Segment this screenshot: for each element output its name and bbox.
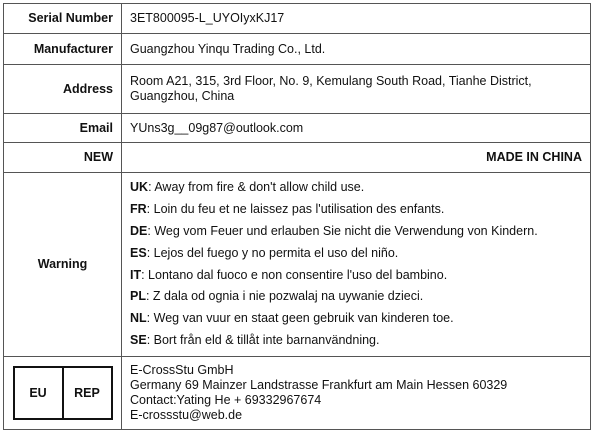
warning-text: : Weg van vuur en staat geen gebruik van kinderen toe. <box>146 311 454 326</box>
eu-rep-info <box>122 357 591 430</box>
warning-code: SE <box>130 332 147 347</box>
warning-text: : Loin du feu et ne laissez pas l'utilisation des enfants. <box>146 202 445 217</box>
eu-rep-symbol-cell <box>4 357 122 430</box>
eu-rep-symbol-eu: EU <box>29 385 47 400</box>
warning-code: ES <box>130 245 147 260</box>
manufacturer-row <box>4 34 591 65</box>
address-line-2: Guangzhou, China <box>130 89 235 103</box>
email-label: Email <box>4 114 122 143</box>
email-row <box>4 114 591 143</box>
warning-row <box>4 173 591 357</box>
warning-text: : Z dala od ognia i nie pozwalaj na uywanie dzieci. <box>145 289 424 304</box>
warning-item-es <box>130 243 582 265</box>
new-row <box>4 143 591 173</box>
warning-item-de <box>130 221 582 243</box>
serial-number-label: Serial Number <box>4 4 122 34</box>
address-label: Address <box>4 65 122 114</box>
warning-code: FR <box>130 202 147 217</box>
manufacturer-label: Manufacturer <box>4 34 122 65</box>
address-line-1: Room A21, 315, 3rd Floor, No. 9, Kemulang South Road, Tianhe District, <box>130 74 532 88</box>
warning-item-se <box>130 330 582 352</box>
product-info-table <box>3 3 591 430</box>
warning-item-pl <box>130 286 582 308</box>
warning-item-fr <box>130 199 582 221</box>
made-in-china-text: MADE IN CHINA <box>122 143 591 173</box>
warning-label: Warning <box>4 173 122 357</box>
address-row <box>4 65 591 114</box>
warning-item-it <box>130 265 582 287</box>
serial-number-value: 3ET800095-L_UYOIyxKJ17 <box>122 4 591 34</box>
warning-text: : Away from fire & don't allow child use. <box>148 180 365 195</box>
warning-text: : Weg vom Feuer und erlauben Sie nicht die Verwendung von Kindern. <box>147 223 538 238</box>
warning-text: : Lejos del fuego y no permita el uso del niño. <box>146 245 399 260</box>
warning-text: : Bort från eld & tillåt inte barnanvändning. <box>146 332 380 347</box>
warning-code: NL <box>130 311 147 326</box>
email-value: YUns3g__09g87@outlook.com <box>122 114 591 143</box>
warning-list <box>122 173 591 357</box>
warning-item-nl <box>130 308 582 330</box>
warning-item-uk <box>130 177 582 199</box>
eu-rep-symbol <box>13 366 113 420</box>
eu-rep-symbol-rep: REP <box>62 368 111 418</box>
warning-code: DE <box>130 223 148 238</box>
eu-rep-company: E-CrossStu GmbH <box>130 363 234 377</box>
warning-code: UK <box>130 180 149 195</box>
warning-text: : Lontano dal fuoco e non consentire l'uso del bambino. <box>141 267 448 282</box>
eu-rep-email: E-crossstu@web.de <box>130 408 243 422</box>
eu-rep-contact: Contact:Yating He + 69332967674 <box>130 393 322 407</box>
warning-code: PL <box>130 289 146 304</box>
manufacturer-value: Guangzhou Yinqu Trading Co., Ltd. <box>122 34 591 65</box>
eu-rep-address: Germany 69 Mainzer Landstrasse Frankfurt am Main Hessen 60329 <box>130 378 508 392</box>
address-value <box>122 65 591 114</box>
warning-code: IT <box>130 267 142 282</box>
new-label: NEW <box>4 143 122 173</box>
serial-number-row <box>4 4 591 34</box>
eu-rep-row <box>4 357 591 430</box>
